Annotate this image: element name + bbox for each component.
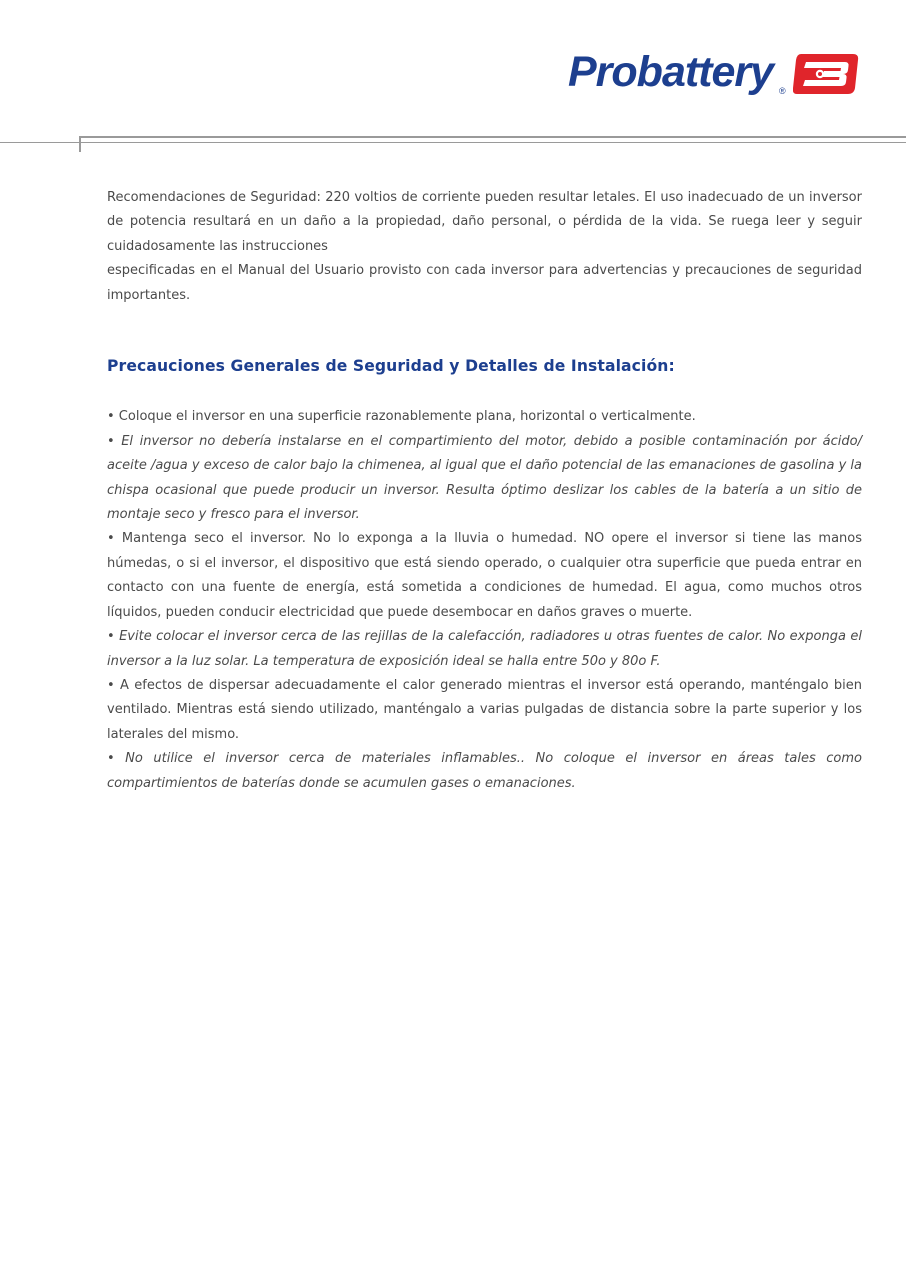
bullet-item-3: • Mantenga seco el inversor. No lo exponga a la lluvia o humedad. NO opere el inversor si tiene las manos húmedas, o si el inversor, el dispositivo que está siendo operado, o cualquier otra superficie que pueda entrar en contacto con una fuente de energía, está sometida a condiciones de humedad. El agua, como muchos otros líquidos, pueden conducir electricidad que puede desembocar en daños graves o muerte. [107,531,862,620]
bullet-item-4: • Evite colocar el inversor cerca de las rejillas de la calefacción, radiadores u otras fuentes de calor. No exponga el inversor a la luz solar. La temperatura de exposición ideal se halla entre 50o y 80o F. [107,629,862,669]
document-body [107,186,862,796]
header-rule [0,130,906,160]
brand-name: Probattery [568,48,774,96]
bullet-item-2: • El inversor no debería instalarse en el compartimiento del motor, debido a posible contaminación por ácido/ aceite /agua y exceso de calor bajo la chimenea, al igual que el daño potencial de las emanaciones de gasolina y la chispa ocasional que puede producir un inversor. Resulta óptimo deslizar los cables de la batería a un sitio de montaje seco y fresco para el inversor. [107,433,862,523]
header-rule-line [0,142,906,143]
bullet-item-6: • No utilice el inversor cerca de materiales inflamables.. No coloque el inversor en áreas tales como compartimientos de baterías donde se acumulen gases o emanaciones. [107,751,862,791]
brand-logo [568,48,863,104]
header-rule-top [79,136,906,138]
intro-paragraph-2: especificadas en el Manual del Usuario provisto con cada inversor para advertencias y precauciones de seguridad importantes. [107,263,862,303]
bullet-item-5: • A efectos de dispersar adecuadamente el calor generado mientras el inversor está operando, manténgalo bien ventilado. Mientras está siendo utilizado, manténgalo a varias pulgadas de distancia sobre la parte superior y los laterales del mismo. [107,677,862,742]
bullet-item-1: • Coloque el inversor en una superficie razonablemente plana, horizontal o verticalmente. [107,409,696,425]
header-rule-tick [79,136,81,152]
registered-mark: ® [779,86,786,96]
battery-logo-icon [793,50,861,98]
intro-paragraph-1: Recomendaciones de Seguridad: 220 voltios de corriente pueden resultar letales. El uso inadecuado de un inversor de potencia resultará en un daño a la propiedad, daño personal, o pérdida de la vida. Se ruega leer y seguir cuidadosamente las instrucciones [107,190,862,254]
section-heading: Precauciones Generales de Seguridad y Detalles de Instalación: [107,357,675,376]
